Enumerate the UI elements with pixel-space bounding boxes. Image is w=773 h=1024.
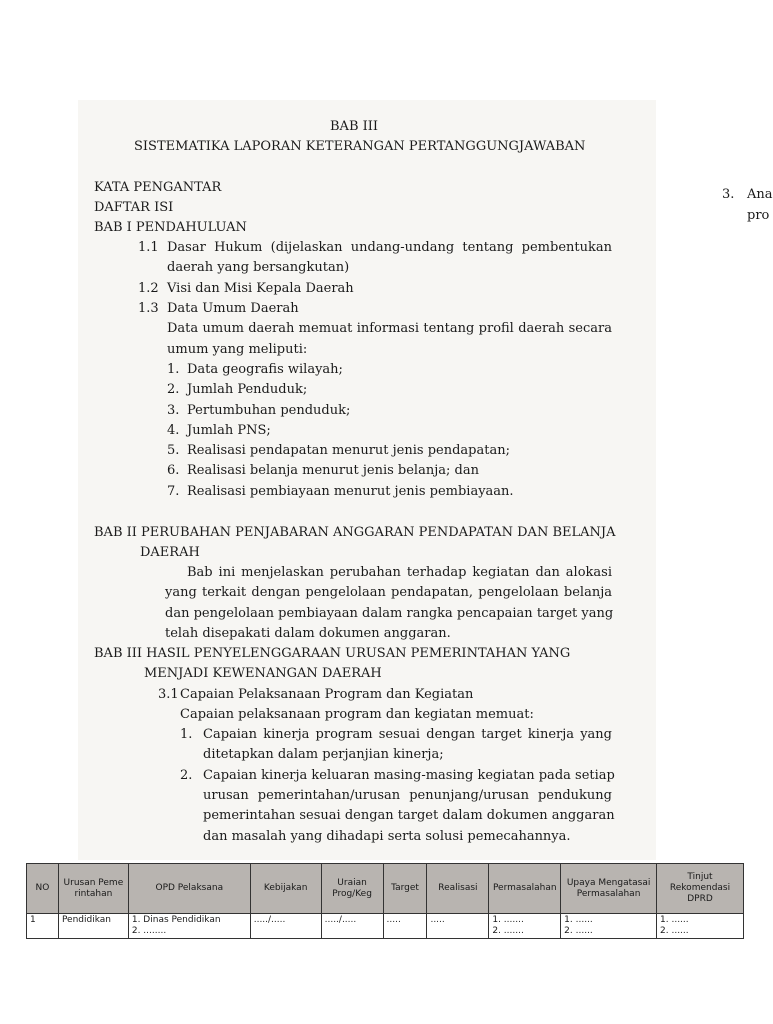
s31-desc: Capaian pelaksanaan program dan kegiatan memuat: bbox=[180, 707, 534, 722]
perm-line1: 1. ....... bbox=[492, 915, 524, 925]
header-no: NO bbox=[27, 864, 59, 914]
list-item-number: 6. bbox=[167, 463, 180, 478]
s12-number: 1.2 bbox=[138, 281, 159, 296]
cell-upaya bbox=[561, 914, 657, 939]
s31-number: 3.1 bbox=[158, 687, 179, 702]
s11-line2: daerah yang bersangkutan) bbox=[167, 260, 350, 275]
s31-item2-line2: urusan pemerintahan/urusan penunjang/urusan pendukung bbox=[203, 788, 612, 803]
side-item-number: 3. bbox=[722, 187, 735, 202]
s31-item2-line1: Capaian kinerja keluaran masing-masing kegiatan pada setiap bbox=[203, 768, 615, 783]
table-header-row bbox=[27, 864, 744, 914]
s13-desc-line2: umum yang meliputi: bbox=[167, 342, 308, 357]
header-tinjut: Tinjut Rekomendasi DPRD bbox=[657, 864, 744, 914]
header-opd: OPD Pelaksana bbox=[128, 864, 250, 914]
bab2-para-line2: yang terkait dengan pengelolaan pendapatan, pengelolaan belanja bbox=[165, 585, 612, 600]
perm-line2: 2. ....... bbox=[492, 926, 524, 936]
cell-permasalahan bbox=[489, 914, 561, 939]
cell-uraian: ...../..... bbox=[321, 914, 383, 939]
side-text-line1: Ana bbox=[747, 187, 773, 202]
s31-item1-line2: ditetapkan dalam perjanjian kinerja; bbox=[203, 747, 444, 762]
s31-item1-line1: Capaian kinerja program sesuai dengan target kinerja yang bbox=[203, 727, 612, 742]
list-item: Data geografis wilayah; bbox=[187, 362, 343, 377]
s11-number: 1.1 bbox=[138, 240, 159, 255]
s31-item1-number: 1. bbox=[180, 727, 193, 742]
document-title: SISTEMATIKA LAPORAN KETERANGAN PERTANGGUNGJAWABAN bbox=[134, 139, 586, 154]
s11-line1: Dasar Hukum (dijelaskan undang-undang tentang pembentukan bbox=[167, 240, 612, 255]
front-daftar-isi: DAFTAR ISI bbox=[94, 200, 174, 215]
cell-tinjut bbox=[657, 914, 744, 939]
chapter-heading: BAB III bbox=[330, 119, 379, 134]
header-realisasi: Realisasi bbox=[427, 864, 489, 914]
upaya-line1: 1. ...... bbox=[564, 915, 593, 925]
s13-number: 1.3 bbox=[138, 301, 159, 316]
bab2-para-line1: Bab ini menjelaskan perubahan terhadap kegiatan dan alokasi bbox=[187, 565, 612, 580]
tinjut-line1: 1. ...... bbox=[660, 915, 689, 925]
header-target: Target bbox=[383, 864, 427, 914]
cell-no: 1 bbox=[27, 914, 59, 939]
s31-item2-line4: dan masalah yang dihadapi serta solusi pemecahannya. bbox=[203, 829, 571, 844]
report-table bbox=[26, 863, 744, 939]
list-item-number: 2. bbox=[167, 382, 180, 397]
s13-desc-line1: Data umum daerah memuat informasi tentang profil daerah secara bbox=[167, 321, 612, 336]
header-urusan: Urusan Pemerintahan bbox=[58, 864, 128, 914]
cell-target: ..... bbox=[383, 914, 427, 939]
header-uraian: Uraian Prog/Keg bbox=[321, 864, 383, 914]
s31-item2-number: 2. bbox=[180, 768, 193, 783]
upaya-line2: 2. ...... bbox=[564, 926, 593, 936]
s31-item2-line3: pemerintahan sesuai dengan target dalam dokumen anggaran bbox=[203, 808, 615, 823]
bab2-para-line4: telah disepakati dalam dokumen anggaran. bbox=[165, 626, 451, 641]
cell-opd bbox=[128, 914, 250, 939]
bab2-heading-line2: DAERAH bbox=[140, 545, 200, 560]
cell-realisasi: ..... bbox=[427, 914, 489, 939]
list-item-number: 7. bbox=[167, 484, 180, 499]
list-item-number: 4. bbox=[167, 423, 180, 438]
list-item: Jumlah PNS; bbox=[187, 423, 271, 438]
bab1-heading: BAB I PENDAHULUAN bbox=[94, 220, 247, 235]
cell-kebijakan: ...../..... bbox=[250, 914, 321, 939]
list-item: Realisasi pembiayaan menurut jenis pembiayaan. bbox=[187, 484, 514, 499]
bab2-para-line3: dan pengelolaan pembiayaan dalam rangka pencapaian target yang bbox=[165, 606, 614, 621]
tinjut-line2: 2. ...... bbox=[660, 926, 689, 936]
list-item-number: 1. bbox=[167, 362, 180, 377]
s31-text: Capaian Pelaksanaan Program dan Kegiatan bbox=[180, 687, 474, 702]
bab3-heading-line2: MENJADI KEWENANGAN DAERAH bbox=[144, 666, 382, 681]
header-upaya: Upaya Mengatasai Permasalahan bbox=[561, 864, 657, 914]
front-kata-pengantar: KATA PENGANTAR bbox=[94, 180, 222, 195]
table-row bbox=[27, 914, 744, 939]
list-item-number: 5. bbox=[167, 443, 180, 458]
list-item: Pertumbuhan penduduk; bbox=[187, 403, 351, 418]
header-permasalahan: Permasalahan bbox=[489, 864, 561, 914]
list-item: Realisasi pendapatan menurut jenis pendapatan; bbox=[187, 443, 510, 458]
opd-line2: 2. ........ bbox=[131, 926, 167, 936]
list-item: Realisasi belanja menurut jenis belanja; dan bbox=[187, 463, 479, 478]
bab2-heading-line1: BAB II PERUBAHAN PENJABARAN ANGGARAN PENDAPATAN DAN BELANJA bbox=[94, 525, 616, 540]
header-kebijakan: Kebijakan bbox=[250, 864, 321, 914]
cell-urusan: Pendidikan bbox=[58, 914, 128, 939]
bab3-heading-line1: BAB III HASIL PENYELENGGARAAN URUSAN PEMERINTAHAN YANG bbox=[94, 646, 571, 661]
side-text-line2: pro bbox=[747, 208, 770, 223]
opd-line1: 1. Dinas Pendidikan bbox=[131, 915, 221, 925]
list-item: Jumlah Penduduk; bbox=[187, 382, 308, 397]
list-item-number: 3. bbox=[167, 403, 180, 418]
s12-text: Visi dan Misi Kepala Daerah bbox=[167, 281, 354, 296]
s13-text: Data Umum Daerah bbox=[167, 301, 299, 316]
